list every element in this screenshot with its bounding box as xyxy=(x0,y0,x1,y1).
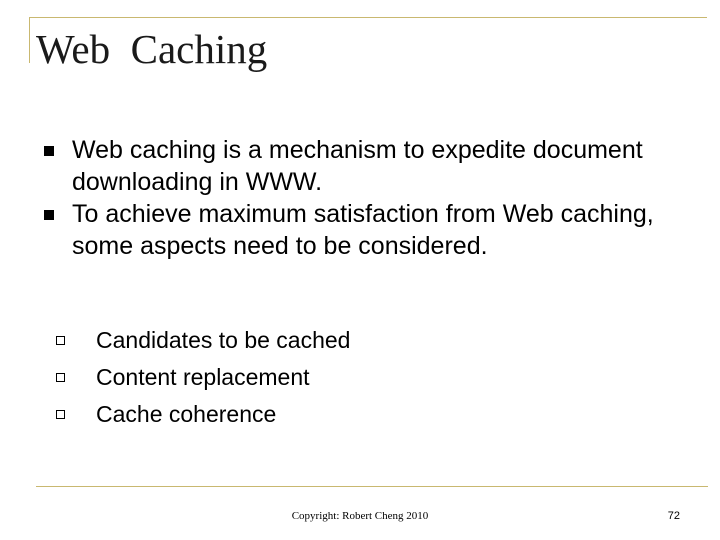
subbullet-list xyxy=(56,322,656,433)
subbullet-item xyxy=(56,359,656,396)
square-bullet-icon xyxy=(44,146,54,156)
hollow-square-bullet-icon xyxy=(56,336,65,345)
subbullet-text: Candidates to be cached xyxy=(96,327,351,353)
bullet-list xyxy=(40,134,680,262)
title-frame-horizontal-rule xyxy=(29,17,707,18)
bullet-item xyxy=(40,134,680,198)
subbullet-text: Cache coherence xyxy=(96,401,277,427)
bullet-item xyxy=(40,198,680,262)
subbullet-item xyxy=(56,396,656,433)
title-frame-vertical-rule xyxy=(29,17,30,63)
hollow-square-bullet-icon xyxy=(56,373,65,382)
subbullet-item xyxy=(56,322,656,359)
square-bullet-icon xyxy=(44,210,54,220)
slide-number: 72 xyxy=(667,510,680,522)
bullet-text: To achieve maximum satisfaction from Web caching, some aspects need to be considered. xyxy=(72,200,654,260)
bullet-text: Web caching is a mechanism to expedite document downloading in WWW. xyxy=(72,136,643,196)
subbullet-text: Content replacement xyxy=(96,364,310,390)
footer-copyright: Copyright: Robert Cheng 2010 xyxy=(291,510,429,522)
footer-rule xyxy=(36,486,708,487)
hollow-square-bullet-icon xyxy=(56,410,65,419)
slide-title: Web Caching xyxy=(36,26,268,72)
